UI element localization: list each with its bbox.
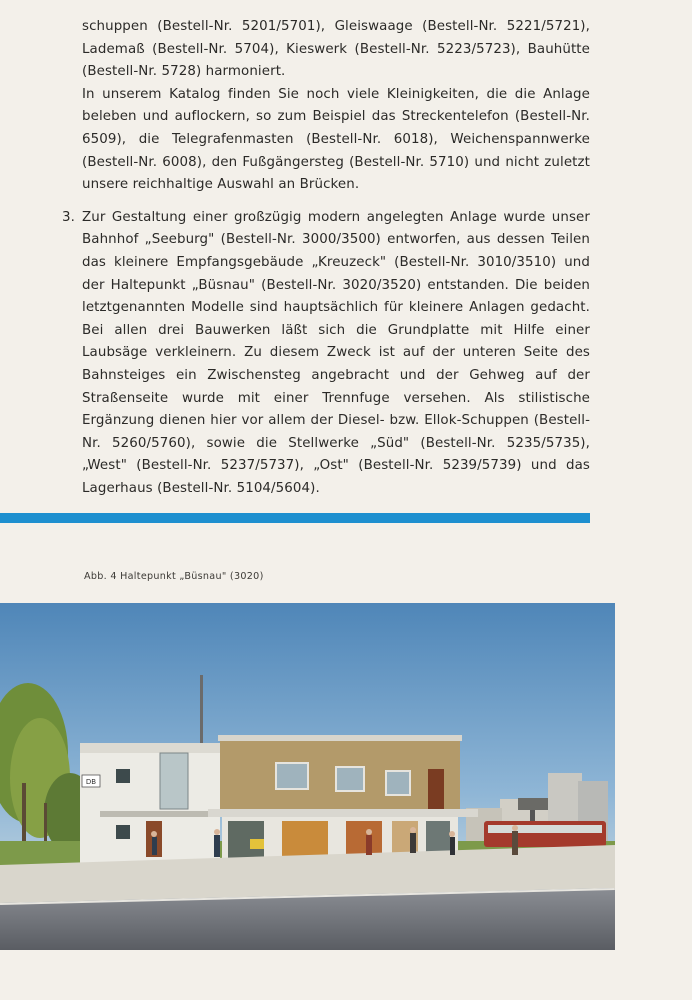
body-text (62, 16, 590, 500)
paragraph-continuation: schuppen (Bestell-Nr. 5201/5701), Gleiswaage (Bestell-Nr. 5221/5721), Lademaß (Bestell-Nr. 5704), Kieswerk (Bestell-Nr. 5223/5723), Bauhütte (Bestell-Nr. 5728) harmoniert. (82, 19, 590, 80)
list-item-text: Zur Gestaltung einer großzügig modern angelegten Anlage wurde unser Bahnhof „Seeburg" (Bestell-Nr. 3000/3500) entworfen, aus dessen Teilen das kleinere Empfangsgebäude „Kreuzeck" (Bestell-Nr. 3010/3510) und der Haltepunkt „Büsnau" (Bestell-Nr. 3020/3520) entstanden. Die beiden letztgenannten Modelle sind hauptsächlich für kleinere Anlagen gedacht. Bei allen drei Bauwerken läßt sich die Grundplatte mit Hilfe einer Laubsäge verkleinern. Zu diesem Zweck ist auf der unteren Seite des Bahnsteiges ein Zwischensteg angebracht und der Gehweg auf der Straßenseite wurde mit einer Trennfuge versehen. Als stilistische Ergänzung dienen hier vor allem der Diesel- bzw. Ellok-Schuppen (Bestell-Nr. 5260/5760), sowie die Stellwerke „Süd" (Bestell-Nr. 5235/5735), „West" (Bestell-Nr. 5237/5737), „Ost" (Bestell-Nr. 5239/5739) und das Lagerhaus (Bestell-Nr. 5104/5604). (82, 209, 590, 496)
station-illustration (0, 603, 615, 950)
list-item-3 (62, 207, 590, 501)
list-number: 3. (62, 209, 75, 225)
blue-divider-rule (0, 513, 590, 523)
figure-caption: Abb. 4 Haltepunkt „Büsnau" (3020) (84, 571, 264, 582)
paragraph-catalog: In unserem Katalog finden Sie noch viele Kleinigkeiten, die die Anlage beleben und auflockern, so zum Beispiel das Streckentelefon (Bestell-Nr. 6509), die Telegrafenmasten (Bestell-Nr. 6018), Weichenspannwerke (Bestell-Nr. 6008), den Fußgängersteg (Bestell-Nr. 5710) und nicht zuletzt unsere reichhaltige Auswahl an Brücken. (82, 86, 590, 193)
db-sign: DB (85, 778, 97, 786)
